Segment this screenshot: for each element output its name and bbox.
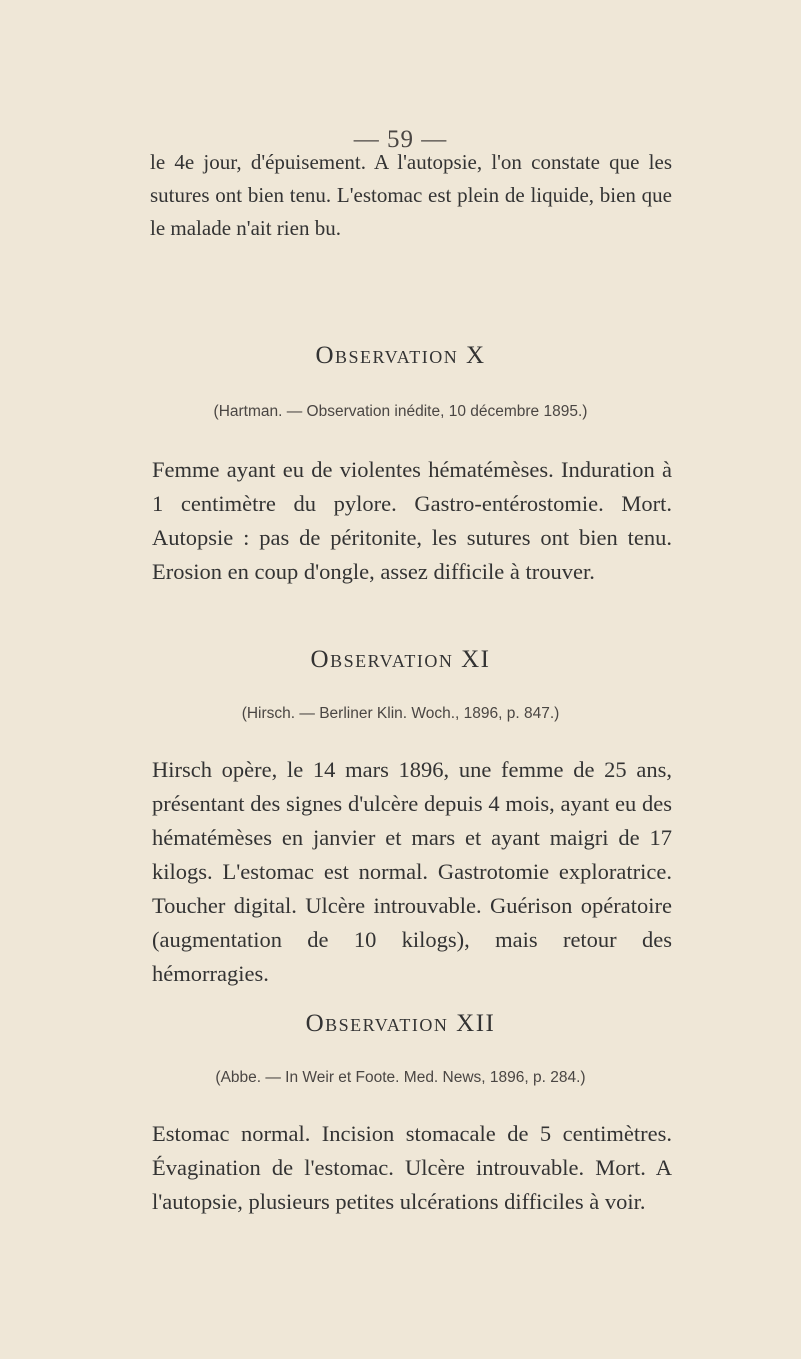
observation-xi-source: (Hirsch. — Berliner Klin. Woch., 1896, p. 847.)	[241, 705, 560, 722]
observation-x-heading: Observation X	[315, 342, 486, 369]
observation-x-source: (Hartman. — Observation inédite, 10 décembre 1895.)	[213, 403, 588, 420]
page-number: — 59 —	[353, 126, 448, 153]
observation-xii-source: (Abbe. — In Weir et Foote. Med. News, 1896, p. 284.)	[215, 1069, 586, 1086]
observation-x-text: Femme ayant eu de violentes hématémèses. Induration à 1 centimètre du pylore. Gastro-entérostomie. Mort. Autopsie : pas de péritonite, les sutures ont bien tenu. Erosion en coup d'ongle, assez difficile à trouver.	[152, 457, 672, 584]
observation-xi-text: Hirsch opère, le 14 mars 1896, une femme de 25 ans, présentant des signes d'ulcère depuis 4 mois, ayant eu des hématémèses en janvier et mars et ayant maigri de 17 kilogs. L'estomac est normal. Gastrotomie exploratrice. Toucher digital. Ulcère introuvable. Guérison opératoire (augmentation de 10 kilogs), mais retour des hémorragies.	[152, 757, 672, 986]
observation-xii-text: Estomac normal. Incision stomacale de 5 centimètres. Évagination de l'estomac. Ulcère introuvable. Mort. A l'autopsie, plusieurs petites ulcérations difficiles à voir.	[152, 1121, 672, 1214]
observation-xii-heading: Observation XII	[305, 1010, 496, 1037]
intro-paragraph: le 4e jour, d'épuisement. A l'autopsie, l'on constate que les sutures ont bien tenu. L'estomac est plein de liquide, bien que le malade n'ait rien bu.	[150, 150, 672, 240]
observation-xi-heading: Observation XI	[310, 646, 491, 673]
